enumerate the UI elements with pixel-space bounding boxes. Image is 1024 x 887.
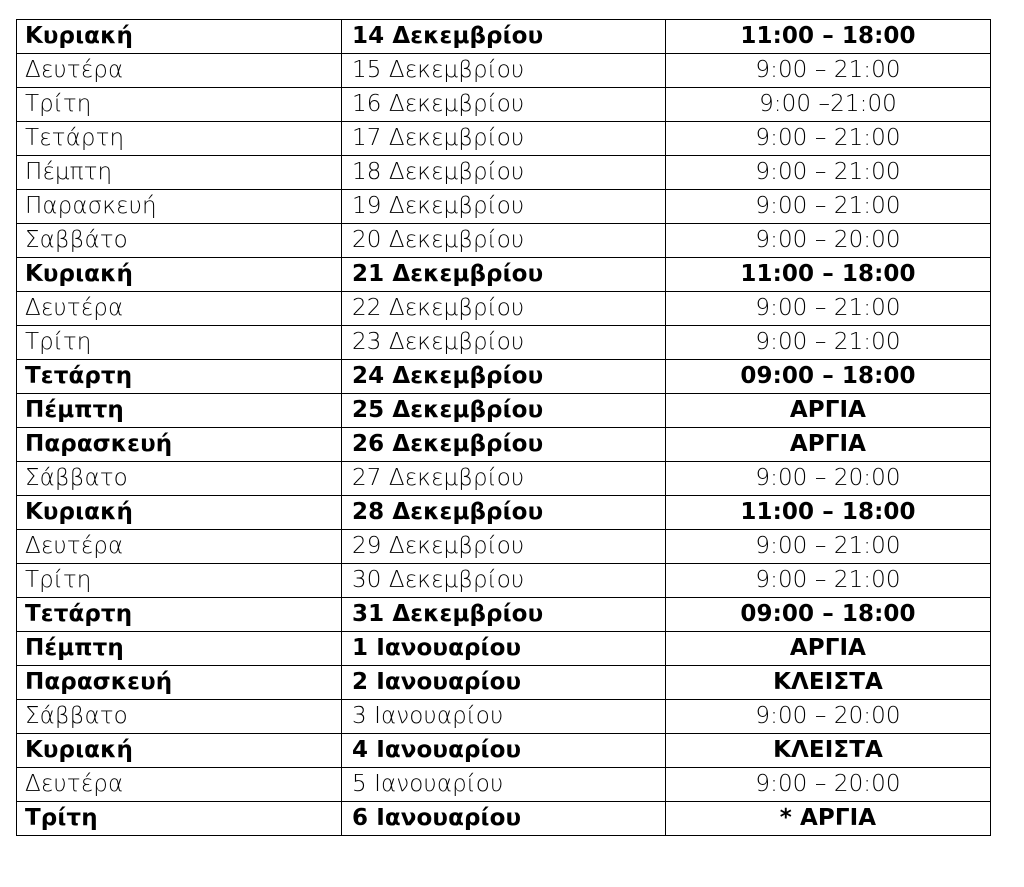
date-cell: 17 Δεκεμβρίου bbox=[342, 122, 666, 156]
hours-cell: 9:00 – 21:00 bbox=[666, 156, 991, 190]
day-cell: Πέμπτη bbox=[17, 394, 342, 428]
day-cell: Δευτέρα bbox=[17, 292, 342, 326]
table-row bbox=[17, 768, 991, 802]
table-row bbox=[17, 156, 991, 190]
date-cell: 21 Δεκεμβρίου bbox=[342, 258, 666, 292]
hours-cell: 9:00 – 20:00 bbox=[666, 462, 991, 496]
hours-cell: 9:00 – 21:00 bbox=[666, 190, 991, 224]
date-cell: 14 Δεκεμβρίου bbox=[342, 20, 666, 54]
day-cell: Πέμπτη bbox=[17, 156, 342, 190]
hours-cell: * ΑΡΓΙΑ bbox=[666, 802, 991, 836]
hours-cell: ΑΡΓΙΑ bbox=[666, 394, 991, 428]
hours-cell: 9:00 – 21:00 bbox=[666, 530, 991, 564]
table-row bbox=[17, 292, 991, 326]
day-cell: Τετάρτη bbox=[17, 598, 342, 632]
hours-cell: 9:00 – 21:00 bbox=[666, 122, 991, 156]
hours-cell: 9:00 – 21:00 bbox=[666, 564, 991, 598]
hours-cell: 9:00 – 20:00 bbox=[666, 224, 991, 258]
day-cell: Τρίτη bbox=[17, 88, 342, 122]
date-cell: 30 Δεκεμβρίου bbox=[342, 564, 666, 598]
date-cell: 22 Δεκεμβρίου bbox=[342, 292, 666, 326]
table-row bbox=[17, 598, 991, 632]
day-cell: Δευτέρα bbox=[17, 768, 342, 802]
hours-cell: ΚΛΕΙΣΤΑ bbox=[666, 666, 991, 700]
date-cell: 25 Δεκεμβρίου bbox=[342, 394, 666, 428]
date-cell: 31 Δεκεμβρίου bbox=[342, 598, 666, 632]
hours-cell: 9:00 –21:00 bbox=[666, 88, 991, 122]
date-cell: 1 Ιανουαρίου bbox=[342, 632, 666, 666]
date-cell: 27 Δεκεμβρίου bbox=[342, 462, 666, 496]
hours-cell: 11:00 – 18:00 bbox=[666, 496, 991, 530]
date-cell: 29 Δεκεμβρίου bbox=[342, 530, 666, 564]
day-cell: Κυριακή bbox=[17, 20, 342, 54]
table-row bbox=[17, 428, 991, 462]
table-row bbox=[17, 88, 991, 122]
table-row bbox=[17, 530, 991, 564]
table-row bbox=[17, 734, 991, 768]
day-cell: Δευτέρα bbox=[17, 54, 342, 88]
day-cell: Παρασκευή bbox=[17, 428, 342, 462]
table-row bbox=[17, 54, 991, 88]
day-cell: Παρασκευή bbox=[17, 666, 342, 700]
date-cell: 3 Ιανουαρίου bbox=[342, 700, 666, 734]
date-cell: 2 Ιανουαρίου bbox=[342, 666, 666, 700]
table-row bbox=[17, 802, 991, 836]
table-row bbox=[17, 632, 991, 666]
date-cell: 19 Δεκεμβρίου bbox=[342, 190, 666, 224]
hours-cell: ΚΛΕΙΣΤΑ bbox=[666, 734, 991, 768]
schedule-body bbox=[17, 20, 991, 836]
table-row bbox=[17, 700, 991, 734]
opening-hours-table bbox=[16, 19, 991, 836]
date-cell: 5 Ιανουαρίου bbox=[342, 768, 666, 802]
table-row bbox=[17, 666, 991, 700]
day-cell: Τετάρτη bbox=[17, 360, 342, 394]
day-cell: Κυριακή bbox=[17, 734, 342, 768]
hours-cell: 9:00 – 21:00 bbox=[666, 54, 991, 88]
table-row bbox=[17, 20, 991, 54]
table-row bbox=[17, 326, 991, 360]
date-cell: 28 Δεκεμβρίου bbox=[342, 496, 666, 530]
day-cell: Παρασκευή bbox=[17, 190, 342, 224]
date-cell: 18 Δεκεμβρίου bbox=[342, 156, 666, 190]
table-row bbox=[17, 394, 991, 428]
table-row bbox=[17, 190, 991, 224]
hours-cell: 9:00 – 20:00 bbox=[666, 700, 991, 734]
hours-cell: 11:00 – 18:00 bbox=[666, 20, 991, 54]
hours-cell: ΑΡΓΙΑ bbox=[666, 632, 991, 666]
day-cell: Τρίτη bbox=[17, 802, 342, 836]
date-cell: 23 Δεκεμβρίου bbox=[342, 326, 666, 360]
hours-cell: 09:00 – 18:00 bbox=[666, 360, 991, 394]
date-cell: 16 Δεκεμβρίου bbox=[342, 88, 666, 122]
table-row bbox=[17, 462, 991, 496]
day-cell: Δευτέρα bbox=[17, 530, 342, 564]
day-cell: Σαββάτο bbox=[17, 224, 342, 258]
date-cell: 26 Δεκεμβρίου bbox=[342, 428, 666, 462]
date-cell: 20 Δεκεμβρίου bbox=[342, 224, 666, 258]
hours-cell: 9:00 – 21:00 bbox=[666, 292, 991, 326]
date-cell: 15 Δεκεμβρίου bbox=[342, 54, 666, 88]
day-cell: Τετάρτη bbox=[17, 122, 342, 156]
date-cell: 6 Ιανουαρίου bbox=[342, 802, 666, 836]
table-row bbox=[17, 224, 991, 258]
table-row bbox=[17, 258, 991, 292]
day-cell: Κυριακή bbox=[17, 258, 342, 292]
date-cell: 24 Δεκεμβρίου bbox=[342, 360, 666, 394]
day-cell: Πέμπτη bbox=[17, 632, 342, 666]
hours-cell: 9:00 – 20:00 bbox=[666, 768, 991, 802]
day-cell: Σάββατο bbox=[17, 462, 342, 496]
table-row bbox=[17, 496, 991, 530]
table-row bbox=[17, 564, 991, 598]
hours-cell: 11:00 – 18:00 bbox=[666, 258, 991, 292]
day-cell: Τρίτη bbox=[17, 564, 342, 598]
hours-cell: 09:00 – 18:00 bbox=[666, 598, 991, 632]
date-cell: 4 Ιανουαρίου bbox=[342, 734, 666, 768]
day-cell: Κυριακή bbox=[17, 496, 342, 530]
table-row bbox=[17, 360, 991, 394]
day-cell: Τρίτη bbox=[17, 326, 342, 360]
hours-cell: ΑΡΓΙΑ bbox=[666, 428, 991, 462]
day-cell: Σάββατο bbox=[17, 700, 342, 734]
hours-cell: 9:00 – 21:00 bbox=[666, 326, 991, 360]
table-row bbox=[17, 122, 991, 156]
